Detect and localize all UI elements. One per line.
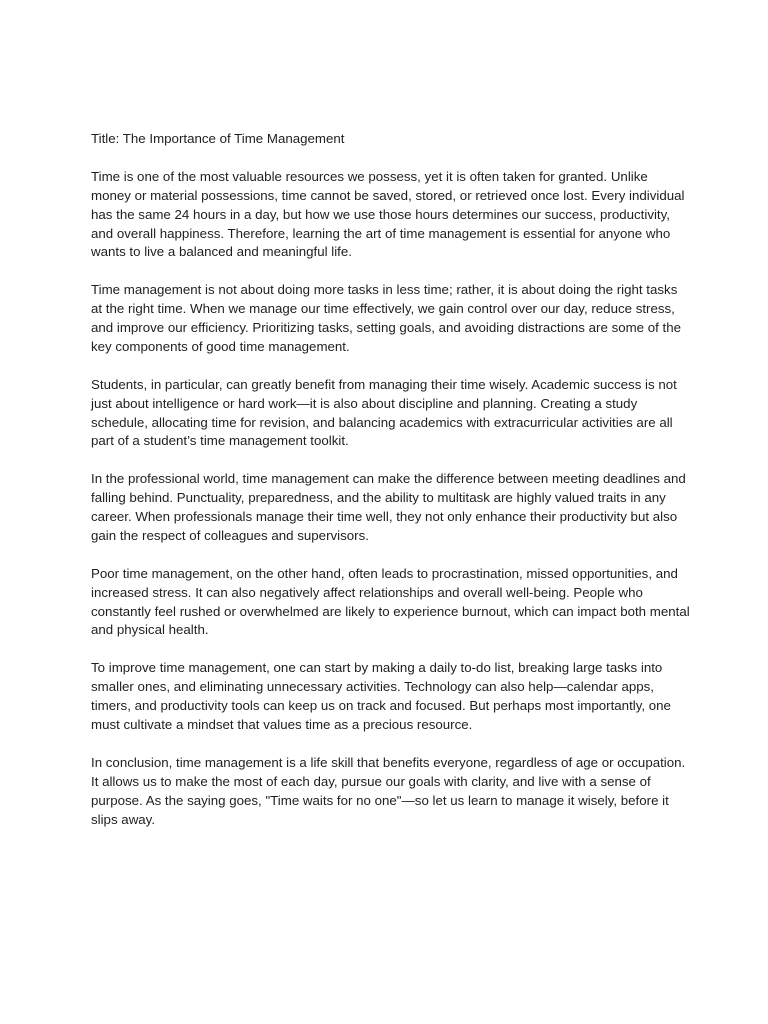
document-title: Title: The Importance of Time Management [91,131,345,146]
paragraph-students: Students, in particular, can greatly benefit from managing their time wisely. Academic success is not just about intelligence or hard work—it is also about discipline and planning. Creating a study schedule, allocating time for revision, and balancing academics with extracurricular activities are all part of a student’s time management toolkit. [91,376,677,449]
paragraph-conclusion: In conclusion, time management is a life skill that benefits everyone, regardless of age or occupation. It allows us to make the most of each day, pursue our goals with clarity, and live with a sense of purpose. As the saying goes, "Time waits for no one"—so let us learn to manage it wisely, before it slips away. [91,754,686,827]
paragraph-poor-management: Poor time management, on the other hand, often leads to procrastination, missed opportunities, and increased stress. It can also negatively affect relationships and overall well-being. People who constantly feel rushed or overwhelmed are likely to experience burnout, which can impact both mental and physical health. [91,565,690,638]
document-body [91,130,691,848]
paragraph-introduction: Time is one of the most valuable resources we possess, yet it is often taken for granted. Unlike money or material possessions, time cannot be saved, stored, or retrieved once lost. Every individual has the same 24 hours in a day, but how we use those hours determines our success, productivity, and overall happiness. Therefore, learning the art of time management is essential for anyone who wants to live a balanced and meaningful life. [91,168,685,260]
paragraph-definition: Time management is not about doing more tasks in less time; rather, it is about doing the right tasks at the right time. When we manage our time effectively, we gain control over our day, reduce stress, and improve our efficiency. Prioritizing tasks, setting goals, and avoiding distractions are some of the key components of good time management. [91,282,682,354]
paragraph-improvement: To improve time management, one can start by making a daily to-do list, breaking large tasks into smaller ones, and eliminating unnecessary activities. Technology can also help—calendar apps, timers, and productivity tools can keep us on track and focused. But perhaps most importantly, one must cultivate a mindset that values time as a precious resource. [91,660,671,732]
paragraph-professional: In the professional world, time management can make the difference between meeting deadlines and falling behind. Punctuality, preparedness, and the ability to multitask are highly valued traits in any career. When professionals manage their time well, they not only enhance their productivity but also gain the respect of colleagues and supervisors. [91,471,686,543]
